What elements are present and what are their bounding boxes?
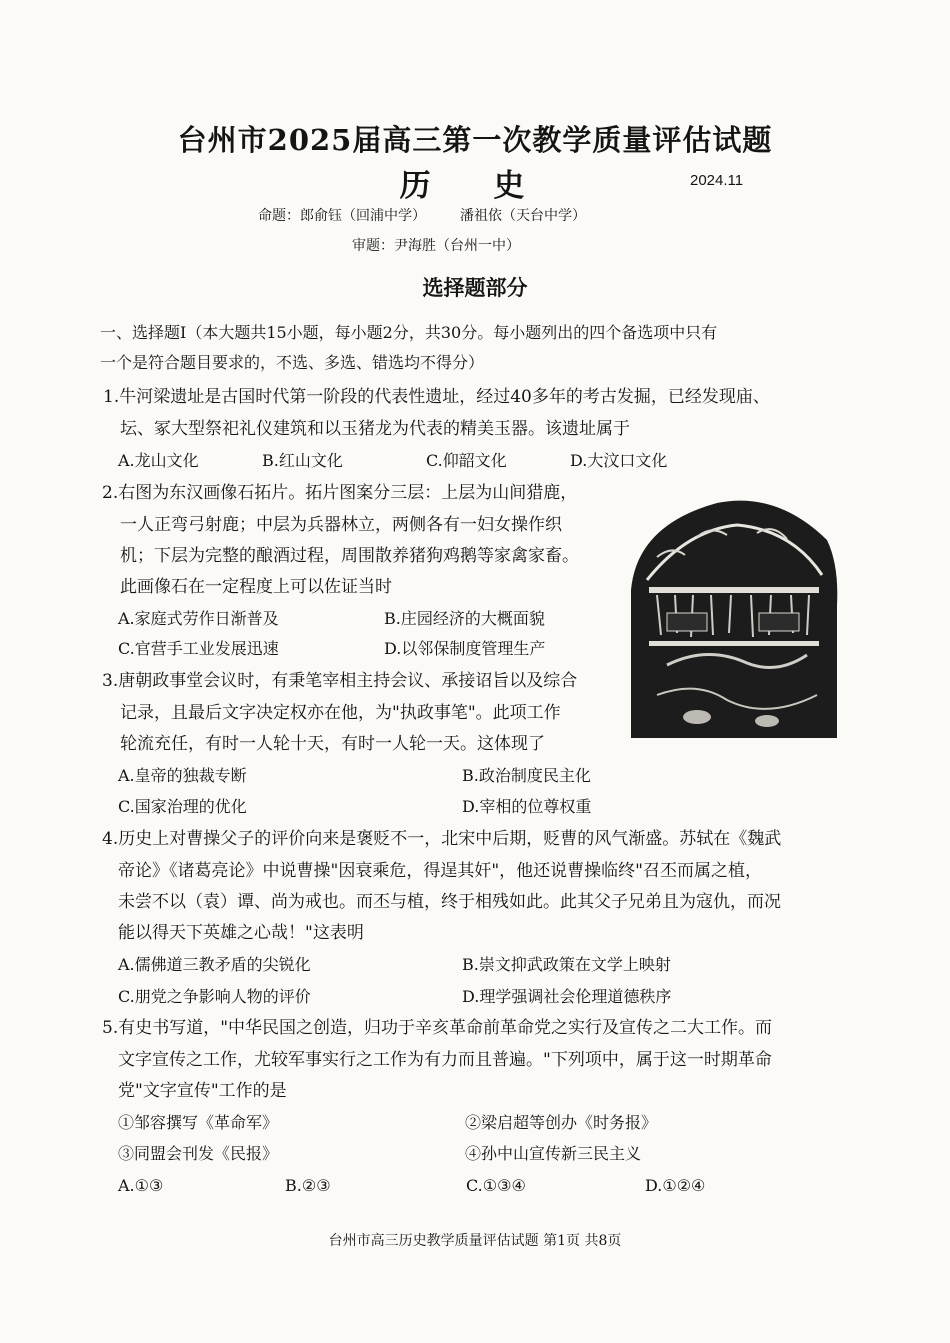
question-4-option-d: D.理学强调社会伦理道德秩序 [462,987,672,1006]
stone-relief-rubbing-image [627,495,839,738]
question-5-option-c: C.①③④ [466,1176,526,1195]
question-4-option-b: B.崇文抑武政策在文学上映射 [462,955,671,974]
question-2-option-a: A.家庭式劳作日渐普及 [118,609,279,628]
question-2-line: 机；下层为完整的酿酒过程，周围散养猪狗鸡鹅等家禽家畜。 [120,546,579,566]
question-3-line: 轮流充任，有时一人轮十天，有时一人轮一天。这体现了 [120,734,545,754]
question-1-line: 1.牛河梁遗址是古国时代第一阶段的代表性遗址，经过40多年的考古发掘，已经发现庙、 [103,387,770,407]
question-5-option-a: A.①③ [118,1176,164,1195]
question-2-option-d: D.以邻保制度管理生产 [384,639,546,658]
question-4-line: 帝论》《诸葛亮论》中说曹操"因衰乘危，得逞其奸"，他还说曹操临终"召丕而属之植， [118,861,762,881]
question-5-option-b: B.②③ [285,1176,331,1195]
question-3-option-a: A.皇帝的独裁专断 [118,766,247,785]
instruction-line: 一、选择题Ⅰ（本大题共15小题，每小题2分，共30分。每小题列出的四个备选项中只有 [100,323,718,342]
question-4-option-c: C.朋党之争影响人物的评价 [118,987,311,1006]
question-4-line: 4.历史上对曹操父子的评价向来是褒贬不一，北宋中后期，贬曹的风气渐盛。苏轼在《魏武 [102,829,782,849]
question-2-line: 2.右图为东汉画像石拓片。拓片图案分三层：上层为山间猎鹿， [102,483,578,503]
question-2-option-c: C.官营手工业发展迅速 [118,639,279,658]
question-5-line: 文字宣传之工作，尤较军事实行之工作为有力而且普遍。"下列项中，属于这一时期革命 [118,1050,772,1070]
question-3-line: 3.唐朝政事堂会议时，有秉笔宰相主持会议、承接诏旨以及综合 [102,671,578,691]
question-5-item-2: ②梁启超等创办《时务报》 [465,1113,658,1132]
question-2-line: 一人正弯弓射鹿；中层为兵器林立，两侧各有一妇女操作织 [120,515,562,535]
question-3-option-d: D.宰相的位尊权重 [462,797,592,816]
exam-date: 2024.11 [690,172,744,189]
question-1-option-a: A.龙山文化 [118,451,199,470]
question-2-line: 此画像石在一定程度上可以佐证当时 [120,577,392,597]
question-5-line: 5.有史书写道，"中华民国之创造，归功于辛亥革命前革命党之实行及宣传之二大工作。而 [102,1018,773,1038]
question-5-line: 党"文字宣传"工作的是 [118,1081,287,1101]
question-1-option-b: B.红山文化 [262,451,343,470]
authors-line [258,205,586,225]
question-4-option-a: A.儒佛道三教矛盾的尖锐化 [118,955,311,974]
reviewer-line: 审题：尹海胜（台州一中） [352,238,520,254]
question-3-option-c: C.国家治理的优化 [118,797,247,816]
question-2-option-b: B.庄园经济的大概面貌 [384,609,545,628]
question-1-line: 坛、冢大型祭祀礼仪建筑和以玉猪龙为代表的精美玉器。该遗址属于 [120,419,630,439]
section-title: 选择题部分 [422,275,528,300]
question-5-item-4: ④孙中山宣传新三民主义 [465,1144,642,1163]
question-3-line: 记录，且最后文字决定权亦在他，为"执政事笔"。此项工作 [120,703,561,723]
question-1-option-c: C.仰韶文化 [426,451,507,470]
question-1-option-d: D.大汶口文化 [570,451,668,470]
question-4-line: 未尝不以（袁）谭、尚为戒也。而丕与植，终于相残如此。此其父子兄弟且为寇仇，而况 [118,892,781,912]
author-2: 潘祖依（天台中学） [460,208,586,224]
subject-title: 历 史 [399,168,551,204]
instruction-line: 一个是符合题目要求的，不选、多选、错选均不得分） [100,353,485,372]
question-5-item-3: ③同盟会刊发《民报》 [118,1144,279,1163]
question-4-line: 能以得天下英雄之心哉！"这表明 [118,923,364,943]
exam-title: 台州市2025届高三第一次教学质量评估试题 [177,123,773,157]
question-5-option-d: D.①②④ [645,1176,706,1195]
question-5-item-1: ①邹容撰写《革命军》 [118,1113,279,1132]
page-footer: 台州市高三历史教学质量评估试题 第1页 共8页 [328,1233,622,1249]
author-1: 命题：郎俞钰（回浦中学） [258,208,426,224]
question-3-option-b: B.政治制度民主化 [462,766,591,785]
